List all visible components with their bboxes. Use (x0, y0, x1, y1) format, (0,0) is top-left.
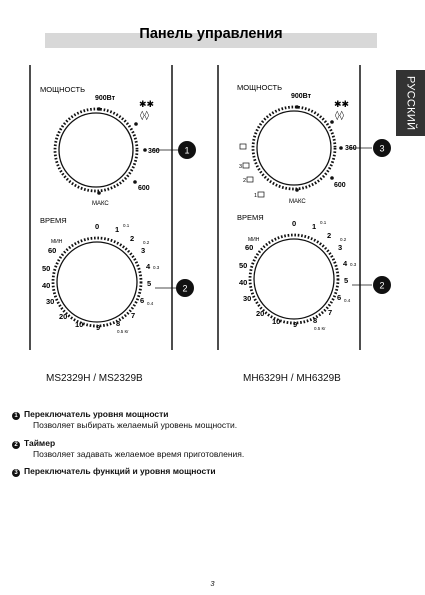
svg-text:0.1: 0.1 (320, 220, 327, 225)
defrost-icon (334, 100, 349, 121)
svg-text:6: 6 (140, 296, 145, 305)
description-1 (12, 409, 237, 431)
timer-dial[interactable] (254, 239, 334, 319)
left-control-panel (0, 60, 212, 360)
svg-text:2: 2 (182, 283, 188, 294)
description-2-text: Позволяет задавать желаемое время приготовления. (33, 449, 245, 459)
svg-text:20: 20 (59, 312, 68, 321)
svg-text:50: 50 (42, 264, 51, 273)
svg-text:2: 2 (130, 234, 135, 243)
power-mark-600: 600 (138, 185, 150, 192)
svg-text:10: 10 (272, 317, 281, 326)
time-label: ВРЕМЯ (237, 213, 264, 222)
bullet-1: 1 (12, 412, 20, 420)
language-tab-label: РУССКИЙ (404, 75, 417, 131)
power-mark-600: 600 (334, 182, 346, 189)
svg-text:5: 5 (344, 276, 349, 285)
svg-text:30: 30 (46, 297, 55, 306)
time-label: ВРЕМЯ (40, 216, 67, 225)
svg-text:◊◊: ◊◊ (335, 111, 344, 121)
power-label: МОЩНОСТЬ (40, 85, 86, 94)
description-1-title: Переключатель уровня мощности (24, 409, 169, 419)
description-2 (12, 438, 244, 460)
svg-text:0.3: 0.3 (153, 265, 160, 270)
svg-text:0.2: 0.2 (340, 237, 347, 242)
svg-text:0.2: 0.2 (143, 240, 150, 245)
power-mark-360: 360 (148, 148, 160, 155)
svg-text:4: 4 (343, 259, 348, 268)
svg-text:9: 9 (293, 320, 298, 329)
svg-text:7: 7 (131, 311, 136, 320)
description-3-title: Переключатель функций и уровня мощности (24, 466, 216, 476)
page-number: 3 (210, 579, 215, 588)
description-3 (12, 466, 216, 477)
right-control-panel (212, 60, 402, 360)
bullet-3: 3 (12, 469, 20, 477)
svg-text:60: 60 (245, 243, 254, 252)
power-mark-360: 360 (345, 145, 357, 152)
power-function-dial[interactable] (257, 111, 331, 185)
power-dial[interactable] (59, 113, 133, 187)
svg-text:1: 1 (115, 225, 120, 234)
svg-text:0: 0 (292, 219, 297, 228)
svg-text:3: 3 (239, 164, 243, 170)
svg-text:0.4: 0.4 (344, 298, 351, 303)
model-label-left: MS2329H / MS2329B (46, 373, 143, 384)
svg-text:1: 1 (184, 145, 190, 156)
svg-text:8: 8 (313, 316, 318, 325)
svg-text:20: 20 (256, 309, 265, 318)
svg-text:0.3: 0.3 (350, 262, 357, 267)
svg-text:0.5 Кг: 0.5 Кг (314, 326, 326, 331)
svg-text:60: 60 (48, 246, 57, 255)
svg-text:2: 2 (243, 178, 247, 184)
svg-text:7: 7 (328, 308, 333, 317)
page-title: Панель управления (139, 26, 283, 42)
svg-text:0.4: 0.4 (147, 301, 154, 306)
title-bar (45, 26, 377, 48)
min-label: МИН (51, 239, 63, 245)
description-2-title: Таймер (24, 438, 56, 448)
svg-text:3: 3 (338, 243, 343, 252)
svg-text:40: 40 (42, 281, 51, 290)
svg-text:✱✱: ✱✱ (139, 100, 155, 110)
svg-text:2: 2 (379, 280, 385, 291)
defrost-icon (139, 100, 154, 121)
svg-text:8: 8 (116, 319, 121, 328)
svg-text:5: 5 (147, 279, 152, 288)
power-mark-max: МАКС (92, 201, 109, 207)
svg-text:0.5 Кг: 0.5 Кг (117, 329, 129, 334)
power-mark-900: 900Вт (95, 95, 116, 102)
power-mark-900: 900Вт (291, 93, 312, 100)
svg-text:10: 10 (75, 320, 84, 329)
svg-text:3: 3 (379, 143, 385, 154)
timer-dial[interactable] (57, 242, 137, 322)
svg-text:2: 2 (327, 231, 332, 240)
bullet-2: 2 (12, 441, 20, 449)
power-mark-max: МАКС (289, 199, 306, 205)
svg-text:0.1: 0.1 (123, 223, 130, 228)
svg-text:✱✱: ✱✱ (334, 100, 350, 110)
svg-text:0: 0 (95, 222, 100, 231)
svg-text:1: 1 (254, 193, 258, 199)
svg-text:4: 4 (146, 262, 151, 271)
min-label: МИН (248, 237, 260, 243)
svg-text:1: 1 (312, 222, 317, 231)
power-label: МОЩНОСТЬ (237, 83, 283, 92)
svg-text:9: 9 (96, 323, 101, 332)
svg-text:◊◊: ◊◊ (140, 111, 149, 121)
svg-text:6: 6 (337, 293, 342, 302)
svg-text:40: 40 (239, 278, 248, 287)
svg-text:50: 50 (239, 261, 248, 270)
svg-text:3: 3 (141, 246, 146, 255)
svg-text:30: 30 (243, 294, 252, 303)
model-label-right: MH6329H / MH6329B (243, 373, 341, 384)
description-1-text: Позволяет выбирать желаемый уровень мощности. (33, 420, 238, 430)
